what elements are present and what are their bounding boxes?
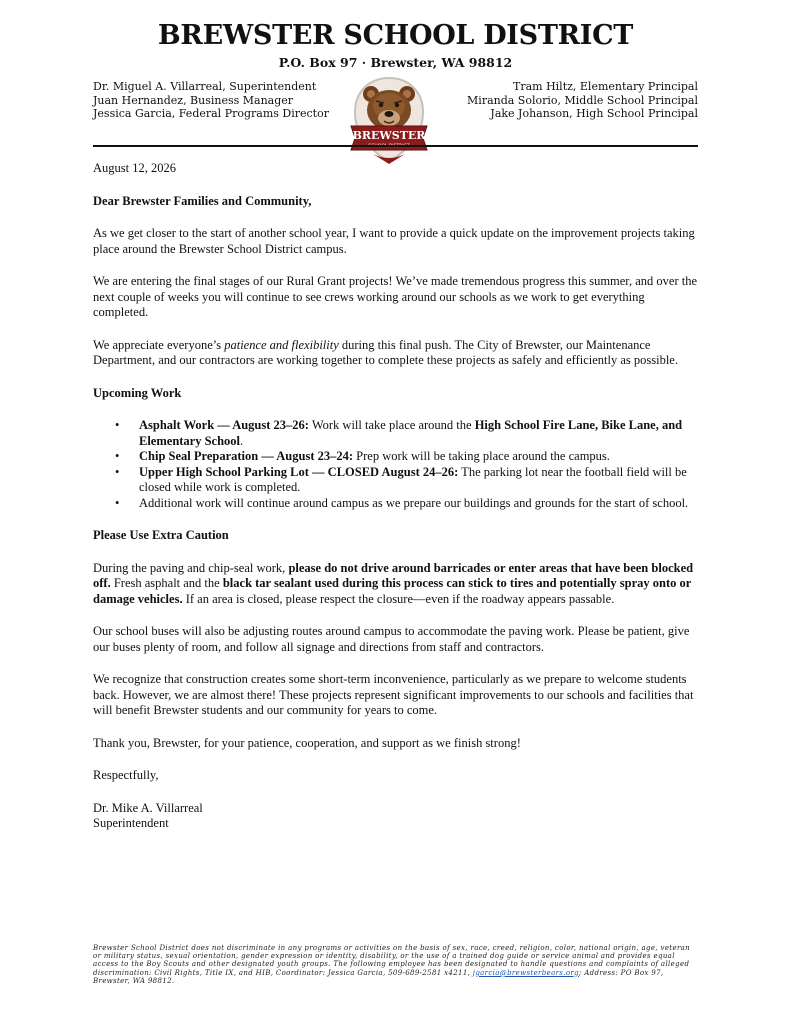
letterhead-divider <box>93 145 698 147</box>
chip-seal-text: Prep work will be taking place around the campus. <box>353 449 610 463</box>
list-item-additional <box>115 495 698 512</box>
staff-high-principal: Jake Johanson, High School Principal <box>490 107 698 120</box>
parking-lead: Upper High School Parking Lot — CLOSED August 24–26: <box>139 464 459 479</box>
intro-paragraph: As we get closer to the start of another school year, I want to provide a quick update on the improvement projects taking place around the Brewster School District campus. <box>93 226 695 256</box>
caution-heading: Please Use Extra Caution <box>93 528 229 542</box>
appreciate-emphasis: patience and flexibility <box>224 337 339 352</box>
upcoming-work-heading: Upcoming Work <box>93 385 182 400</box>
nondiscrimination-footer <box>93 944 698 985</box>
staff-middle-principal: Miranda Solorio, Middle School Principal <box>467 93 698 107</box>
closing: Respectfully, <box>93 768 159 782</box>
bullet: • <box>115 464 120 479</box>
staff-superintendent: Dr. Miguel A. Villarreal, Superintendent <box>93 80 317 93</box>
signer-name: Dr. Mike A. Villarreal <box>93 800 203 815</box>
progress-paragraph: We are entering the final stages of our Rural Grant projects! We’ve made tremendous progress this summer, and over the next couple of weeks you will continue to see crews working around our schools as we work to get everything completed. <box>93 274 698 319</box>
footer-address: ; Address: PO Box 97, Brewster, WA 98812. <box>93 968 664 985</box>
chip-seal-lead: Chip Seal Preparation — August 23–24: <box>139 449 354 463</box>
logo-wordmark: BREWSTER <box>352 129 426 142</box>
asphalt-lead: Asphalt Work — August 23–26: <box>139 418 309 432</box>
letter-body <box>93 161 698 832</box>
caution-bold-2: black tar sealant used during this process can stick to tires and potentially spray onto or damage vehicles. <box>93 576 692 606</box>
list-item-chip-seal <box>115 449 698 465</box>
caution-text-1: During the paving and chip-seal work, <box>93 560 289 575</box>
caution-text-2: Fresh asphalt and the <box>110 576 223 590</box>
administration-list <box>93 80 353 121</box>
bullet: • <box>115 449 120 463</box>
staff-business-manager: Juan Hernandez, Business Manager <box>93 93 294 107</box>
staff-federal-programs: Jessica Garcia, Federal Programs Director <box>93 107 329 120</box>
staff-elementary-principal: Tram Hiltz, Elementary Principal <box>512 80 698 93</box>
parking-text: The parking lot near the football field will be closed while work is completed. <box>139 464 687 494</box>
coordinator-email-link[interactable]: jgarcia@brewsterbears.org <box>472 968 579 977</box>
signature-block <box>93 801 698 832</box>
list-item-parking-lot <box>115 464 698 496</box>
footer-text: Brewster School District does not discriminate in any programs or activities on the basis of sex, race, creed, religion, color, national origin, age, veteran or military status, sexual orientation, gender expression or identity, disability, or the use of a trained dog guide or service animal and provides equal access to the Boy Scouts and other designated youth groups. The following employee has been designated to handle questions and complaints of alleged discrimination: Civil Rights, Title IX, and HIB, Coordinator: Jessica Garcia, 509-689-2581 x4211, <box>93 944 691 977</box>
appreciate-text-start: We appreciate everyone’s <box>93 337 225 352</box>
district-address: P.O. Box 97 · Brewster, WA 98812 <box>278 55 513 70</box>
recognize-paragraph: We recognize that construction creates some short-term inconvenience, particularly as we prepare to welcome students back. However, we are almost there! These projects represent significant improvements to our schools and facilities that will benefit Brewster students and our community for years to come. <box>93 672 694 717</box>
buses-paragraph: Our school buses will also be adjusting routes around campus to accommodate the paving work. Please be patient, give our buses plenty of room, and follow all signage and directions from staff and contractors. <box>93 624 690 654</box>
letter-date: August 12, 2026 <box>93 161 176 175</box>
appreciate-text-end: during this final push. The City of Brewster, our Maintenance Department, and our contractors are working together to complete these projects as safely and efficiently as possible. <box>93 337 678 367</box>
additional-text: Additional work will continue around campus as we prepare our buildings and grounds for the start of school. <box>139 495 689 510</box>
caution-paragraph <box>93 561 698 608</box>
caution-text-3: If an area is closed, please respect the closure—even if the roadway appears passable. <box>182 591 615 606</box>
upcoming-work-list <box>93 418 698 511</box>
principals-list <box>438 80 698 121</box>
appreciate-paragraph <box>93 338 698 369</box>
asphalt-end: . <box>240 433 244 448</box>
district-title: BREWSTER SCHOOL DISTRICT <box>157 20 634 51</box>
bullet: • <box>115 495 120 510</box>
thanks-paragraph: Thank you, Brewster, for your patience, cooperation, and support as we finish strong! <box>93 735 521 750</box>
bear-mascot-logo <box>343 76 435 166</box>
salutation: Dear Brewster Families and Community, <box>93 193 312 208</box>
bullet: • <box>115 418 120 432</box>
asphalt-text: Work will take place around the <box>308 418 475 432</box>
caution-bold-1: please do not drive around barricades or enter areas that have been blocked off. <box>93 560 694 590</box>
list-item-asphalt <box>115 418 698 449</box>
asphalt-locations: High School Fire Lane, Bike Lane, and Elementary School <box>139 418 683 448</box>
signer-title: Superintendent <box>93 816 169 830</box>
